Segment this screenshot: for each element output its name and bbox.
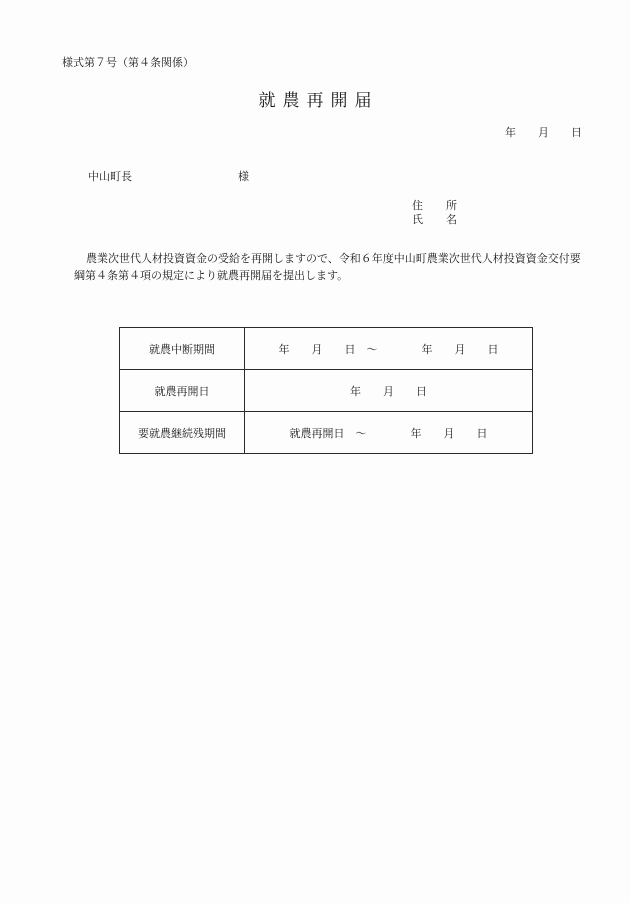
addressee-name: 中山町長	[88, 170, 132, 183]
table-row	[120, 328, 533, 370]
form-number: 様式第７号（第４条関係）	[62, 56, 194, 69]
table-value-remaining-period: 就農再開日 ～ 年 月 日	[245, 412, 533, 454]
table-label-interruption-period: 就農中断期間	[120, 328, 245, 370]
period-table	[119, 327, 533, 454]
table-label-remaining-period: 要就農継続残期間	[120, 412, 245, 454]
table-value-resume-date: 年 月 日	[245, 370, 533, 412]
table-label-resume-date: 就農再開日	[120, 370, 245, 412]
document-title: 就農再開届	[258, 91, 379, 111]
applicant-address-label: 住 所	[412, 199, 463, 212]
table-row	[120, 412, 533, 454]
submission-date: 年 月 日	[505, 126, 582, 139]
table-value-interruption-period: 年 月 日 ～ 年 月 日	[245, 328, 533, 370]
table-row	[120, 370, 533, 412]
applicant-name-label: 氏 名	[412, 213, 463, 226]
addressee-honorific: 様	[238, 170, 249, 183]
body-paragraph: 農業次世代人材投資資金の受給を再開しますので、令和６年度中山町農業次世代人材投資資金交付要綱第４条第４項の規定により就農再開届を提出します。	[74, 252, 581, 282]
